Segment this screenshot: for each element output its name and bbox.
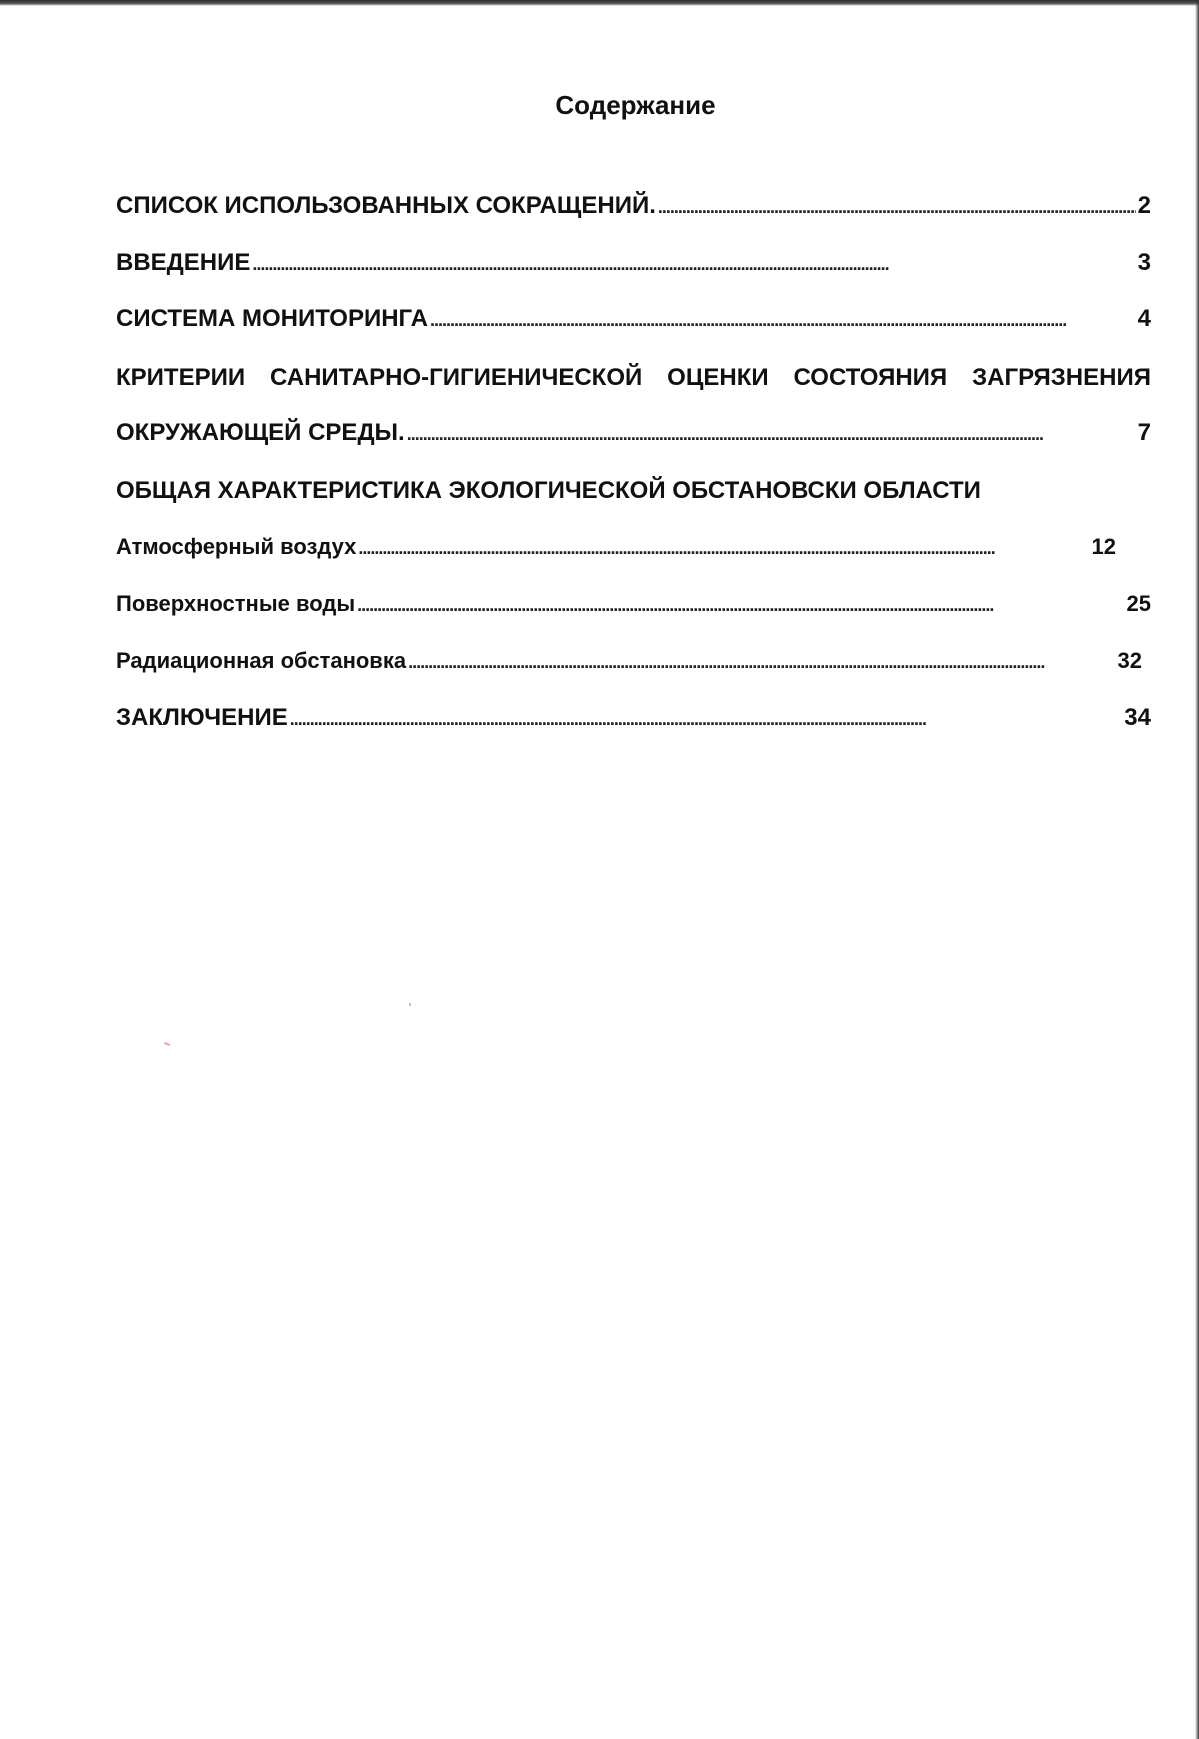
- dot-leader: [430, 305, 1136, 333]
- toc-entry-word: КРИТЕРИИ: [116, 364, 246, 391]
- dot-leader: [408, 648, 1115, 674]
- scan-right-edge: [1195, 0, 1199, 1739]
- toc-entry-criteria-line2[interactable]: [116, 419, 1151, 447]
- toc-entry-word: САНИТАРНО-ГИГИЕНИЧЕСКОЙ: [270, 364, 643, 391]
- toc-page-number: 7: [1137, 419, 1151, 446]
- toc-entry-word: СОСТОЯНИЯ: [793, 364, 948, 391]
- toc-entry-label: ЗАКЛЮЧЕНИЕ: [116, 704, 288, 731]
- toc-entry-monitoring-system[interactable]: [116, 305, 1151, 333]
- toc-page-number: 3: [1137, 249, 1151, 276]
- toc-entry-conclusion[interactable]: [116, 704, 1151, 732]
- dot-leader: [252, 249, 1135, 277]
- toc-entry-word: ЗАГРЯЗНЕНИЯ: [972, 364, 1151, 391]
- dot-leader: [658, 192, 1136, 220]
- toc-entry-abbreviations[interactable]: [116, 192, 1151, 220]
- toc-entry-criteria-line1[interactable]: [116, 364, 1151, 392]
- toc-entry-label: Атмосферный воздух: [116, 534, 357, 559]
- toc-page-number: 34: [1124, 704, 1151, 731]
- toc-entry-word: ОЦЕНКИ: [667, 364, 769, 391]
- toc-page-number: 12: [1091, 534, 1116, 559]
- toc-entry-introduction[interactable]: [116, 249, 1151, 277]
- toc-page-number: 4: [1137, 305, 1151, 332]
- scan-speck: [409, 1003, 411, 1006]
- toc-entry-label: СПИСОК ИСПОЛЬЗОВАННЫХ СОКРАЩЕНИЙ.: [116, 192, 656, 219]
- scan-speck: [164, 1042, 170, 1046]
- toc-entry-label: ОКРУЖАЮЩЕЙ СРЕДЫ.: [116, 419, 405, 446]
- dot-leader: [357, 591, 1124, 617]
- toc-entry-radiation[interactable]: [116, 648, 1142, 674]
- page-title: Содержание: [555, 90, 716, 120]
- dot-leader: [407, 419, 1136, 447]
- toc-entry-label: Поверхностные воды: [116, 591, 356, 616]
- toc-entry-label: СИСТЕМА МОНИТОРИНГА: [116, 305, 428, 332]
- toc-page-number: 32: [1117, 648, 1142, 673]
- dot-leader: [290, 704, 1123, 732]
- dot-leader: [358, 534, 1089, 560]
- toc-entry-atmosphere[interactable]: [116, 534, 1116, 560]
- toc-section-heading[interactable]: ОБЩАЯ ХАРАКТЕРИСТИКА ЭКОЛОГИЧЕСКОЙ ОБСТАНОВСКИ ОБЛАСТИ: [116, 477, 981, 504]
- scan-top-edge: [0, 0, 1199, 6]
- toc-entry-label: ВВЕДЕНИЕ: [116, 249, 251, 276]
- toc-page-number: 2: [1137, 192, 1151, 219]
- toc-page-number: 25: [1126, 591, 1151, 616]
- toc-entry-label: Радиационная обстановка: [116, 648, 407, 673]
- toc-entry-surface-water[interactable]: [116, 591, 1151, 617]
